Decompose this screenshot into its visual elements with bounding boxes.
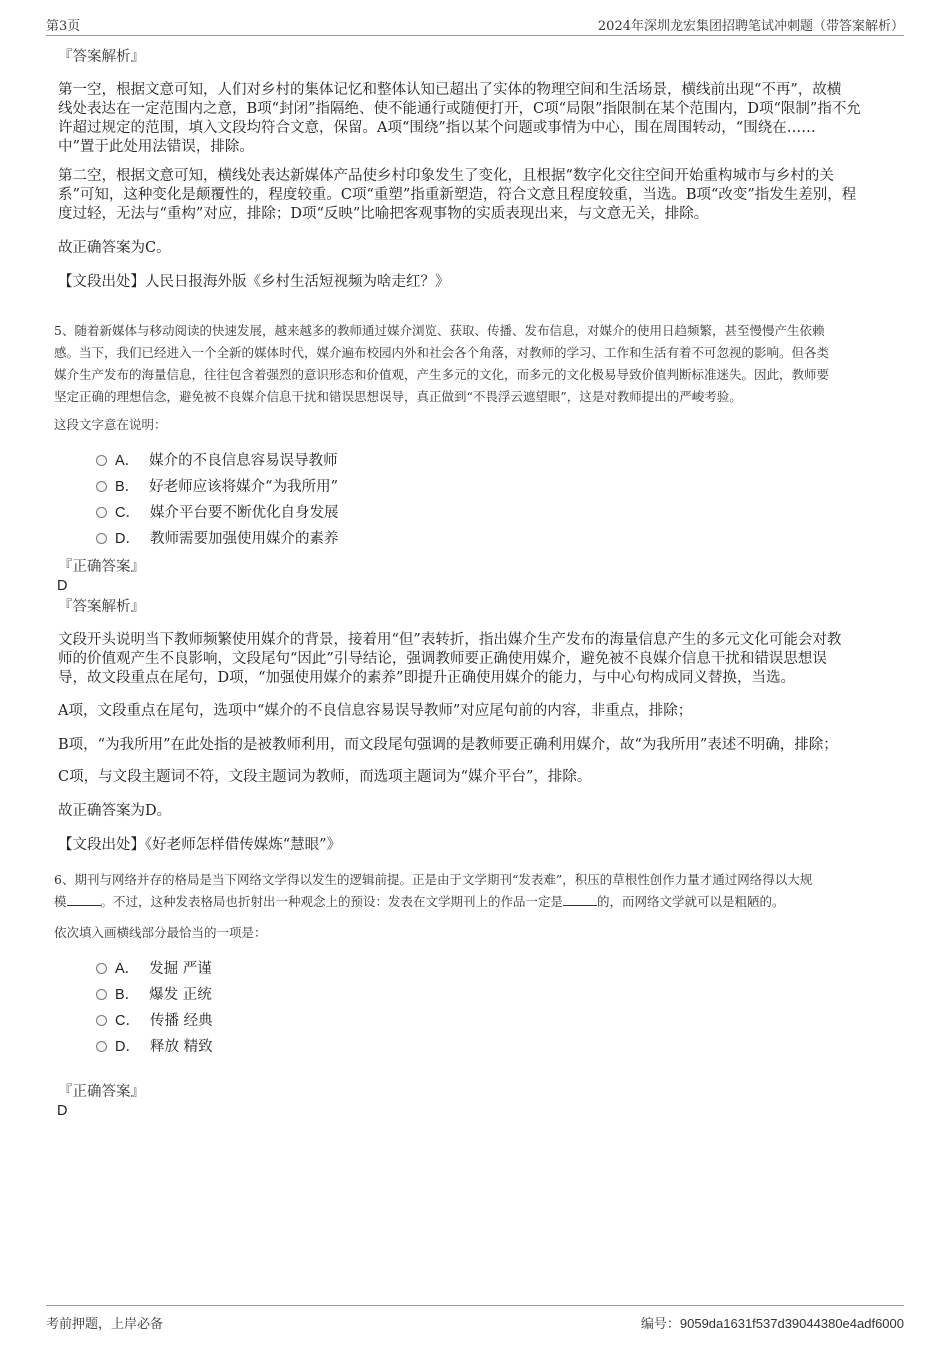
q5-option-a[interactable]: A． 媒介的不良信息容易误导教师	[96, 451, 338, 471]
text-line: 中”置于此处用法错误，排除。	[58, 139, 254, 155]
q5-analysis-para1	[58, 631, 841, 688]
document-title: 2024年深圳龙宏集团招聘笔试冲刺题（带答案解析）	[597, 19, 904, 34]
fill-blank-1	[67, 893, 101, 906]
document-code: 编号：9059da1631f537d39044380e4adf6000	[640, 1316, 904, 1332]
q5-analysis-b: B项，“为我所用”在此处指的是被教师利用，而文段尾句强调的是教师要正确利用媒介，故“为我所用”表述不明确，排除；	[58, 737, 838, 753]
text-line: 模 。不过，这种发表格局也折射出一种观念上的预设：发表在文学期刊上的作品一定是 的，而网络文学就可以是粗陋的。	[54, 894, 785, 909]
text-line: 感。当下，我们已经进入一个全新的媒体时代，媒介遍布校园内外和社会各个角落，对教师的学习、工作和生活有着不可忽视的影响。但各类	[54, 345, 830, 360]
text-line: 第二空，根据文意可知，横线处表达新媒体产品使乡村印象发生了变化，且根据“数字化交往空间开始重构城市与乡村的关	[58, 168, 834, 184]
q5-source: 【文段出处】《好老师怎样借传媒炼“慧眼”》	[58, 837, 342, 853]
footer-slogan: 考前押题，上岸必备	[46, 1317, 164, 1332]
page-number: 第3页	[46, 19, 81, 34]
q6-option-a[interactable]: A． 发掘 严谨	[96, 959, 212, 979]
radio-button-icon[interactable]	[96, 1015, 107, 1026]
radio-button-icon[interactable]	[96, 507, 107, 518]
radio-button-icon[interactable]	[96, 455, 107, 466]
text-line: 5、随着新媒体与移动阅读的快速发展，越来越多的教师通过媒介浏览、获取、传播、发布信息，对媒介的使用日趋频繁，甚至慢慢产生依赖	[54, 323, 825, 338]
radio-button-icon[interactable]	[96, 963, 107, 974]
text-line: 度过轻，无法与“重构”对应，排除；D项“反映”比喻把客观事物的实质表现出来，与文意无关，排除。	[58, 206, 709, 222]
q5-analysis-a: A项，文段重点在尾句，选项中“媒介的不良信息容易误导教师”对应尾句前的内容，非重点，排除；	[58, 703, 693, 719]
text-line: 导，故文段重点在尾句，D项，“加强使用媒介的素养”即提升正确使用媒介的能力，与中心句构成同义替换，当选。	[58, 670, 795, 686]
text-line: 许超过规定的范围，填入文段均符合文意，保留。A项“围绕”指以某个问题或事情为中心，围在周围转动，“围绕在……	[58, 120, 816, 136]
q6-option-c[interactable]: C． 传播 经典	[96, 1011, 213, 1031]
radio-button-icon[interactable]	[96, 989, 107, 1000]
page-header	[46, 15, 904, 36]
q5-analysis-label: 『答案解析』	[58, 599, 145, 615]
text-line: 坚定正确的理想信念，避免被不良媒介信息干扰和错误思想误导，真正做到“不畏浮云遮望眼”，这是对教师提出的严峻考验。	[54, 389, 742, 404]
q6-answer-label: 『正确答案』	[58, 1084, 145, 1100]
text-line: 媒介生产发布的海量信息，往往包含着强烈的意识形态和价值观，产生多元的文化，而多元的文化极易导致价值判断标准迷失。因此，教师要	[54, 367, 830, 382]
q5-option-b[interactable]: B． 好老师应该将媒介“为我所用”	[96, 477, 338, 497]
page-footer	[46, 1305, 904, 1331]
q6-prompt: 依次填入画横线部分最恰当的一项是：	[54, 925, 267, 940]
q4-conclusion: 故正确答案为C。	[58, 240, 171, 256]
text-line: 系”可知，这种变化是颠覆性的，程度较重。C项“重塑”指重新塑造，符合文意且程度较重，当选。B项“改变”指发生差别，程	[58, 187, 857, 203]
q6-option-b[interactable]: B． 爆发 正统	[96, 985, 212, 1005]
fill-blank-2	[563, 893, 597, 906]
q5-option-d[interactable]: D． 教师需要加强使用媒介的素养	[96, 529, 338, 549]
q4-analysis-para2	[58, 167, 856, 224]
q5-answer-label: 『正确答案』	[58, 559, 145, 575]
text-line: 6、期刊与网络并存的格局是当下网络文学得以发生的逻辑前提。正是由于文学期刊“发表难”，积压的草根性创作力量才通过网络得以大规	[54, 872, 813, 887]
q4-source: 【文段出处】人民日报海外版《乡村生活短视频为啥走红？》	[58, 274, 450, 290]
q5-prompt: 这段文字意在说明：	[54, 417, 167, 432]
q5-answer: D	[57, 578, 68, 594]
q5-analysis-c: C项，与文段主题词不符，文段主题词为教师，而选项主题词为“媒介平台”，排除。	[58, 769, 592, 785]
q5-conclusion: 故正确答案为D。	[58, 803, 172, 819]
text-line: 第一空，根据文意可知，人们对乡村的集体记忆和整体认知已超出了实体的物理空间和生活场景，横线前出现“不再”，故横	[58, 82, 842, 98]
text-line: 师的价值观产生不良影响，文段尾句“因此”引导结论，强调教师要正确使用媒介，避免被不良媒介信息干扰和错误思想误	[58, 651, 827, 667]
text-line: 文段开头说明当下教师频繁使用媒介的背景，接着用“但”表转折，指出媒介生产发布的海量信息产生的多元文化可能会对教	[58, 632, 842, 648]
q5-option-c[interactable]: C． 媒介平台要不断优化自身发展	[96, 503, 338, 523]
q5-stem	[54, 320, 829, 408]
radio-button-icon[interactable]	[96, 533, 107, 544]
q4-analysis-label: 『答案解析』	[58, 49, 145, 65]
q4-analysis-para1	[58, 81, 861, 157]
radio-button-icon[interactable]	[96, 1041, 107, 1052]
q6-answer: D	[57, 1103, 68, 1119]
radio-button-icon[interactable]	[96, 481, 107, 492]
text-line: 线处表达在一定范围内之意，B项“封闭”指隔绝、使不能通行或随便打开，C项“局限”指限制在某个范围内，D项“限制”指不允	[58, 101, 861, 117]
q6-option-d[interactable]: D． 释放 精致	[96, 1037, 213, 1057]
q6-stem	[54, 869, 812, 913]
